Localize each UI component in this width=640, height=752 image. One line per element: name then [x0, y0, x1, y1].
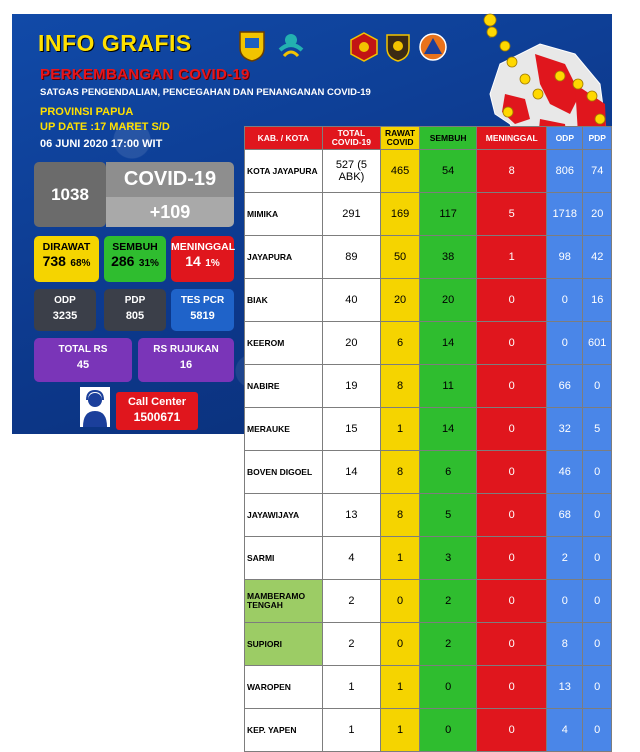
cell-sembuh: 14 — [419, 322, 476, 365]
cell-pdp: 20 — [583, 193, 612, 236]
cell-odp: 66 — [547, 365, 583, 408]
table-row — [245, 279, 612, 322]
cell-pdp: 42 — [583, 236, 612, 279]
table-row — [245, 666, 612, 709]
cell-kab: BOVEN DIGOEL — [245, 451, 323, 494]
call-center-number: 1500671 — [133, 410, 181, 424]
header-pdp: PDP — [583, 127, 612, 150]
dirawat-label: DIRAWAT — [42, 241, 91, 253]
table-row — [245, 494, 612, 537]
cell-sembuh: 3 — [419, 537, 476, 580]
pdp-label: PDP — [124, 295, 146, 306]
cell-total: 291 — [322, 193, 381, 236]
cell-sembuh: 14 — [419, 408, 476, 451]
table-row — [245, 365, 612, 408]
cell-total: 527 (5 ABK) — [322, 150, 381, 193]
cell-odp: 98 — [547, 236, 583, 279]
tes-pcr-value: 5819 — [190, 310, 215, 322]
cell-meninggal: 0 — [477, 709, 547, 752]
odp-box — [34, 289, 96, 331]
tes-pcr-label: TES PCR — [180, 295, 225, 306]
table-row — [245, 537, 612, 580]
cell-sembuh: 117 — [419, 193, 476, 236]
cell-rawat: 1 — [381, 666, 420, 709]
cell-odp: 68 — [547, 494, 583, 537]
total-rs-label: TOTAL RS — [58, 344, 108, 355]
sembuh-label: SEMBUH — [112, 241, 158, 253]
cell-kab: KEEROM — [245, 322, 323, 365]
cell-pdp: 601 — [583, 322, 612, 365]
cell-total: 15 — [322, 408, 381, 451]
dirawat-value: 738 — [42, 253, 66, 269]
cell-meninggal: 0 — [477, 322, 547, 365]
table-row — [245, 709, 612, 752]
header-meninggal: MENINGGAL — [477, 127, 547, 150]
province-text: PROVINSI PAPUA — [40, 106, 134, 118]
rs-rujukan-value: 16 — [179, 359, 193, 371]
cell-odp: 0 — [547, 322, 583, 365]
sembuh-box — [104, 236, 166, 282]
cell-total: 2 — [322, 580, 381, 623]
update-text: UP DATE :17 MARET S/D — [40, 121, 170, 133]
cell-pdp: 0 — [583, 666, 612, 709]
cell-odp: 0 — [547, 279, 583, 322]
cell-meninggal: 0 — [477, 279, 547, 322]
table-header-row — [245, 127, 612, 150]
cell-total: 40 — [322, 279, 381, 322]
cell-pdp: 0 — [583, 623, 612, 666]
rs-rujukan-label: RS RUJUKAN — [153, 344, 219, 355]
cell-odp: 32 — [547, 408, 583, 451]
cell-total: 1 — [322, 709, 381, 752]
cell-total: 2 — [322, 623, 381, 666]
cell-kab: SUPIORI — [245, 623, 323, 666]
cell-sembuh: 11 — [419, 365, 476, 408]
table-row — [245, 322, 612, 365]
cell-meninggal: 1 — [477, 236, 547, 279]
table-row — [245, 451, 612, 494]
cell-rawat: 0 — [381, 580, 420, 623]
header-rawat: RAWAT COVID — [381, 127, 420, 150]
sembuh-pct: 31% — [138, 258, 159, 269]
cell-rawat: 50 — [381, 236, 420, 279]
meninggal-value: 14 — [185, 253, 201, 269]
cell-total: 13 — [322, 494, 381, 537]
cell-rawat: 6 — [381, 322, 420, 365]
cell-kab: MAMBERAMO TENGAH — [245, 580, 323, 623]
odp-label: ODP — [54, 295, 76, 306]
date-text: 06 JUNI 2020 17:00 WIT — [40, 138, 163, 150]
cell-sembuh: 0 — [419, 709, 476, 752]
sembuh-value: 286 — [111, 253, 135, 269]
cell-rawat: 8 — [381, 451, 420, 494]
logo-bnpb-icon — [418, 32, 448, 62]
cell-odp: 806 — [547, 150, 583, 193]
call-center-label: Call Center — [127, 396, 187, 408]
new-cases-box: +109 — [106, 197, 234, 227]
cell-pdp: 0 — [583, 537, 612, 580]
cell-kab: MERAUKE — [245, 408, 323, 451]
logo-polda-icon — [384, 32, 412, 62]
cell-rawat: 8 — [381, 494, 420, 537]
cell-pdp: 74 — [583, 150, 612, 193]
header-sembuh: SEMBUH — [419, 127, 476, 150]
satgas-text: SATGAS PENGENDALIAN, PENCEGAHAN DAN PENANGANAN COVID-19 — [40, 87, 371, 98]
table-row — [245, 236, 612, 279]
cell-pdp: 0 — [583, 580, 612, 623]
cell-kab: JAYAWIJAYA — [245, 494, 323, 537]
cell-odp: 2 — [547, 537, 583, 580]
cell-pdp: 0 — [583, 365, 612, 408]
cell-meninggal: 8 — [477, 150, 547, 193]
table-row — [245, 623, 612, 666]
cell-kab: NABIRE — [245, 365, 323, 408]
cell-pdp: 0 — [583, 494, 612, 537]
cell-rawat: 1 — [381, 537, 420, 580]
header-total: TOTAL COVID-19 — [322, 127, 381, 150]
total-rs-value: 45 — [76, 359, 90, 371]
cell-rawat: 20 — [381, 279, 420, 322]
cell-meninggal: 0 — [477, 451, 547, 494]
odp-value: 3235 — [52, 310, 78, 322]
call-center-box[interactable] — [116, 392, 198, 430]
cell-total: 89 — [322, 236, 381, 279]
covid-label-box: COVID-19 — [106, 162, 234, 197]
cell-rawat: 465 — [381, 150, 420, 193]
cell-meninggal: 5 — [477, 193, 547, 236]
cell-rawat: 1 — [381, 709, 420, 752]
cell-kab: KOTA JAYAPURA — [245, 150, 323, 193]
cell-total: 4 — [322, 537, 381, 580]
cell-sembuh: 54 — [419, 150, 476, 193]
rs-rujukan-box — [138, 338, 234, 382]
cell-meninggal: 0 — [477, 623, 547, 666]
cell-total: 19 — [322, 365, 381, 408]
dirawat-box — [34, 236, 99, 282]
cell-sembuh: 38 — [419, 236, 476, 279]
call-center-person-icon — [80, 387, 110, 427]
cell-meninggal: 0 — [477, 666, 547, 709]
cell-odp: 4 — [547, 709, 583, 752]
cell-odp: 1718 — [547, 193, 583, 236]
cell-sembuh: 20 — [419, 279, 476, 322]
logo-papua-icon — [238, 30, 266, 62]
cell-pdp: 0 — [583, 709, 612, 752]
logo-kemenkes-icon — [276, 30, 306, 62]
cell-rawat: 0 — [381, 623, 420, 666]
dirawat-pct: 68% — [70, 258, 91, 269]
cell-odp: 46 — [547, 451, 583, 494]
meninggal-box — [171, 236, 234, 282]
total-cases-box: 1038 — [34, 162, 106, 227]
cell-sembuh: 0 — [419, 666, 476, 709]
cell-rawat: 8 — [381, 365, 420, 408]
cell-kab: MIMIKA — [245, 193, 323, 236]
table-row — [245, 193, 612, 236]
cell-kab: BIAK — [245, 279, 323, 322]
cell-pdp: 0 — [583, 451, 612, 494]
table-row — [245, 580, 612, 623]
cell-kab: JAYAPURA — [245, 236, 323, 279]
cell-odp: 0 — [547, 580, 583, 623]
table-row — [245, 150, 612, 193]
cell-kab: WAROPEN — [245, 666, 323, 709]
cell-rawat: 169 — [381, 193, 420, 236]
district-table — [244, 126, 612, 752]
meninggal-pct: 1% — [205, 258, 220, 269]
cell-rawat: 1 — [381, 408, 420, 451]
cell-total: 14 — [322, 451, 381, 494]
header-kab: KAB. / KOTA — [245, 127, 323, 150]
table-row — [245, 408, 612, 451]
meninggal-label: MENINGGAL — [171, 241, 236, 253]
page-title: INFO GRAFIS — [38, 30, 192, 56]
cell-meninggal: 0 — [477, 365, 547, 408]
header-odp: ODP — [547, 127, 583, 150]
total-rs-box — [34, 338, 132, 382]
cell-total: 1 — [322, 666, 381, 709]
cell-kab: SARMI — [245, 537, 323, 580]
cell-pdp: 5 — [583, 408, 612, 451]
cell-sembuh: 2 — [419, 580, 476, 623]
cell-odp: 13 — [547, 666, 583, 709]
cell-total: 20 — [322, 322, 381, 365]
pdp-value: 805 — [125, 310, 145, 322]
cell-meninggal: 0 — [477, 494, 547, 537]
cell-pdp: 16 — [583, 279, 612, 322]
cell-odp: 8 — [547, 623, 583, 666]
cell-kab: KEP. YAPEN — [245, 709, 323, 752]
infographic-poster — [12, 14, 612, 736]
cell-meninggal: 0 — [477, 580, 547, 623]
cell-meninggal: 0 — [477, 408, 547, 451]
cell-sembuh: 2 — [419, 623, 476, 666]
cell-meninggal: 0 — [477, 537, 547, 580]
pdp-box — [104, 289, 166, 331]
page-subtitle: PERKEMBANGAN COVID-19 — [40, 66, 250, 83]
logo-kodam-icon — [350, 32, 378, 62]
cell-sembuh: 6 — [419, 451, 476, 494]
tes-pcr-box — [171, 289, 234, 331]
cell-sembuh: 5 — [419, 494, 476, 537]
